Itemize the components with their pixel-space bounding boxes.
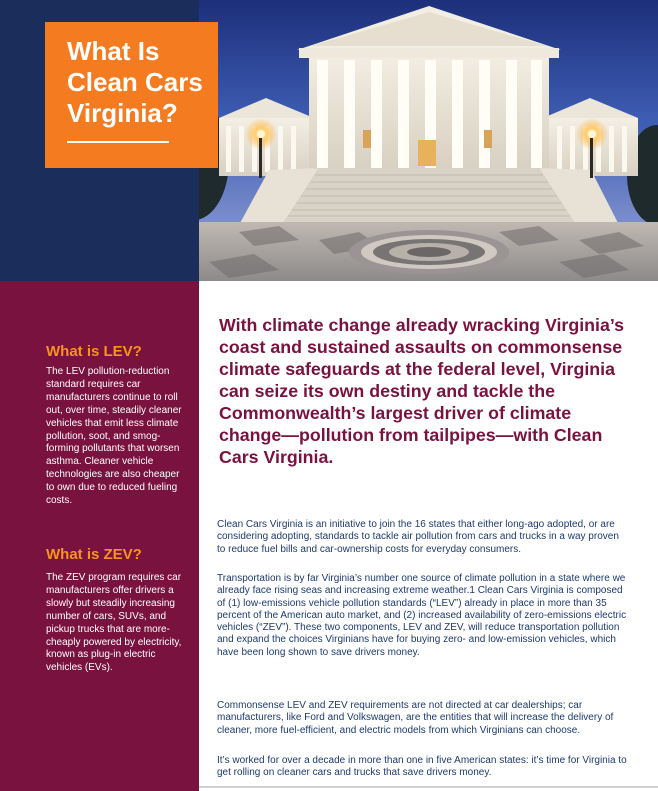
capitol-illustration [199, 0, 658, 281]
title-box [45, 22, 218, 168]
lead-statement: With climate change already wracking Virginia’s coast and sustained assaults on commonsense climate safeguards at the federal level, Virginia can seize its own destiny and tackle the Commonwealth’s largest driver of climate change—pollution from tailpipes—with Clean Cars Virginia. [219, 315, 625, 467]
sidebar [0, 281, 199, 791]
lev-heading: What is LEV? [46, 343, 142, 360]
zev-heading: What is ZEV? [46, 546, 142, 563]
page-bottom-divider [199, 786, 658, 788]
page-title: What Is Clean Cars Virginia? [67, 36, 203, 128]
hero-image [199, 0, 658, 281]
title-underline [67, 141, 169, 143]
lev-description: The LEV pollution-reduction standard requires car manufacturers continue to roll out, over time, steadily cleaner vehicles that emit less climate pollution, soot, and smog-forming pollutants that worsen asthma. Cleaner vehicle technologies are also cheaper to own due to reduced fueling costs. [46, 366, 182, 507]
body-paragraph-1: Clean Cars Virginia is an initiative to join the 16 states that either long-ago adopted, or are considering adopting, standards to tackle air pollution from cars and trucks in a way proven to reduce fuel bills and car-ownership costs for everyday consumers. [217, 519, 619, 555]
body-paragraph-4: It’s worked for over a decade in more than one in five American states: it’s time for Virginia to get rolling on cleaner cars and trucks that save drivers money. [217, 755, 627, 779]
body-paragraph-3: Commonsense LEV and ZEV requirements are not directed at car dealerships; car manufacturers, like Ford and Volkswagen, are the entities that will increase the delivery of cleaner, more fuel-efficient, and electric models from which Virginians can choose. [217, 700, 614, 736]
zev-description: The ZEV program requires car manufacturers offer drivers a slowly but steadily increasing number of cars, SUVs, and pickup trucks that are more-cheaply powered by electricity, known as plug-in electric vehicles (EVs). [46, 572, 182, 674]
body-paragraph-2: Transportation is by far Virginia’s number one source of climate pollution in a state where we already face rising seas and increasing extreme weather.1 Clean Cars Virginia is composed of (1) low-emissions vehicle pollution standards (“LEV”) already in place in more than 35 percent of the American auto market, and (2) increased availability of zero-emissions electric vehicles (“ZEV”). These two components, LEV and ZEV, will reduce transportation pollution and expand the choices Virginians have for buying zero- and low-emission vehicles, which have been long shown to save drivers money. [217, 573, 627, 658]
main-content [199, 281, 658, 791]
